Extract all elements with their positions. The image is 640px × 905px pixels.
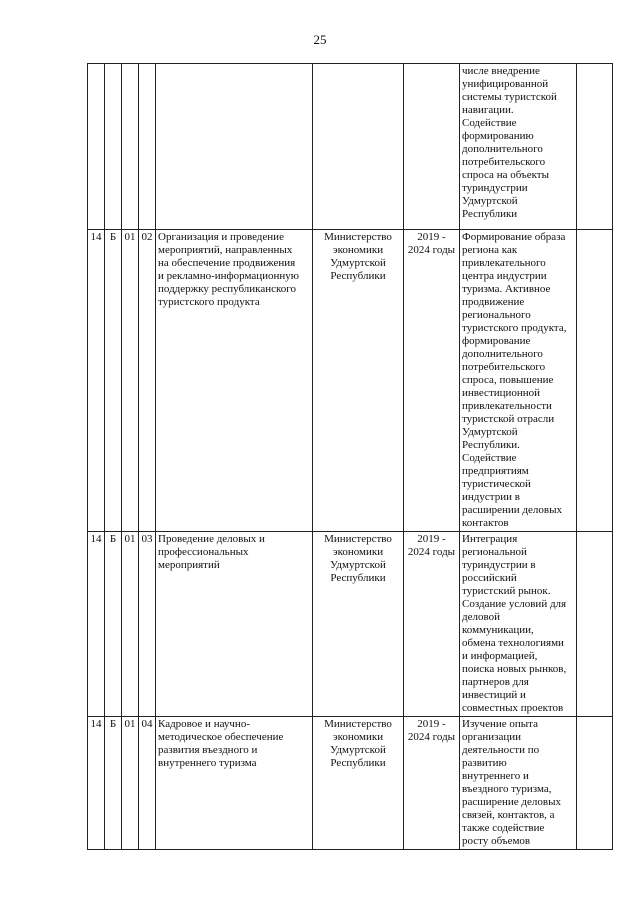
text-line: привлекательности [462,400,552,412]
text-line: региональной [462,546,527,558]
text-line: центра индустрии [462,270,547,282]
text-line: развития въездного и [158,744,258,756]
code-cell: 03 [139,532,156,717]
code-cell: 14 [88,717,105,850]
text-line: Министерство [324,533,392,545]
text-line: регионального [462,309,531,321]
text-line: числе внедрение [462,65,540,77]
table-row-continuation [88,64,613,230]
text-line: на обеспечение продвижения [158,257,296,269]
text-line: формированию [462,130,534,142]
code-cell: 14 [88,230,105,532]
text-line: туристского продукта, [462,322,567,334]
text-line: 2019 - [417,533,446,545]
text-line: региона как [462,244,518,256]
code-cell: 01 [122,717,139,850]
activity-title-cell [156,532,313,717]
text-line: Республики [330,572,386,584]
cell-empty [577,64,613,230]
text-line: навигации. [462,104,514,116]
text-line: туристской отрасли [462,413,555,425]
text-line: 2024 годы [407,546,456,558]
text-line: коммуникации, [462,624,534,636]
text-line: Создание условий для [462,598,567,610]
text-line: спроса на объекты [462,169,550,181]
text-line: инвестиций и [462,689,526,701]
activity-title-cell [156,230,313,532]
text-line: и рекламно-информационную [158,270,300,282]
text-line: туризма. Активное [462,283,551,295]
text-line: Кадровое и научно- [158,718,250,730]
text-line: также содействие [462,822,545,834]
text-line: Республики [330,270,386,282]
text-line: Удмуртской [330,257,386,269]
cell-empty [404,64,460,230]
table-row [88,532,613,717]
text-line: туриндустрии [462,182,528,194]
text-line: формирование [462,335,531,347]
result-cell [460,230,577,532]
text-line: внутреннего и [462,770,529,782]
text-line: росту объемов [462,835,531,847]
text-line: Организация и проведение [158,231,284,243]
text-line: продвижение [462,296,525,308]
text-line: совместных проектов [462,702,564,714]
text-line: Удмуртской [462,426,518,438]
text-line: Республики [330,757,386,769]
text-line: туристической [462,478,531,490]
text-line: туристского продукта [158,296,260,308]
text-line: 2019 - [417,231,446,243]
code-cell: 04 [139,717,156,850]
code-cell: Б [105,717,122,850]
activity-title-cell [156,717,313,850]
text-line: въездного туризма, [462,783,552,795]
text-line: 2024 годы [407,731,456,743]
text-line: мероприятий, направленных [158,244,293,256]
text-line: Министерство [324,231,392,243]
result-cell [460,64,577,230]
text-line: туриндустрии в [462,559,536,571]
activities-table [87,63,613,850]
text-line: привлекательного [462,257,546,269]
text-line: развитию [462,757,507,769]
code-cell: 01 [122,230,139,532]
text-line: Удмуртской [462,195,518,207]
table-row [88,717,613,850]
ministry-cell [313,717,404,850]
cell-empty [88,64,105,230]
text-line: Удмуртской [330,744,386,756]
text-line: Содействие [462,452,517,464]
text-line: 2024 годы [407,244,456,256]
text-line: мероприятий [158,559,220,571]
code-cell: 14 [88,532,105,717]
text-line: Проведение деловых и [158,533,265,545]
text-line: экономики [332,731,384,743]
text-line: потребительского [462,361,546,373]
result-cell [460,532,577,717]
text-line: методическое обеспечение [158,731,284,743]
text-line: и информацией, [462,650,538,662]
text-line: дополнительного [462,348,543,360]
result-cell [460,717,577,850]
text-line: Изучение опыта [462,718,538,730]
table-row [88,230,613,532]
code-cell: 02 [139,230,156,532]
text-line: Формирование образа [462,231,566,243]
cell-empty [577,717,613,850]
text-line: обмена технологиями [462,637,564,649]
text-line: деловой [462,611,500,623]
ministry-cell [313,230,404,532]
text-line: предприятиям [462,465,529,477]
text-line: Интеграция [462,533,518,545]
cell-empty [105,64,122,230]
text-line: дополнительного [462,143,543,155]
code-cell: Б [105,230,122,532]
text-line: профессиональных [158,546,249,558]
text-line: организации [462,731,522,743]
text-line: туристский рынок. [462,585,551,597]
text-line: 2019 - [417,718,446,730]
text-line: Республики. [462,439,520,451]
period-cell [404,230,460,532]
text-line: внутреннего туризма [158,757,257,769]
text-line: расширение деловых [462,796,561,808]
cell-empty [313,64,404,230]
text-line: поиска новых рынков, [462,663,567,675]
text-line: поддержку республиканского [158,283,297,295]
cell-empty [122,64,139,230]
text-line: экономики [332,244,384,256]
cell-empty [156,64,313,230]
text-line: российский [462,572,517,584]
cell-empty [577,230,613,532]
text-line: связей, контактов, а [462,809,555,821]
code-cell: Б [105,532,122,717]
period-cell [404,532,460,717]
period-cell [404,717,460,850]
text-line: экономики [332,546,384,558]
code-cell: 01 [122,532,139,717]
text-line: Республики [462,208,518,220]
text-line: деятельности по [462,744,540,756]
text-line: системы туристской [462,91,557,103]
cell-empty [139,64,156,230]
text-line: партнеров для [462,676,529,688]
text-line: спроса, повышение [462,374,554,386]
text-line: контактов [462,517,509,529]
text-line: Удмуртской [330,559,386,571]
text-line: унифицированной [462,78,549,90]
text-line: Содействие [462,117,517,129]
ministry-cell [313,532,404,717]
text-line: Министерство [324,718,392,730]
text-line: инвестиционной [462,387,541,399]
text-line: расширении деловых [462,504,562,516]
cell-empty [577,532,613,717]
page-number: 25 [313,32,327,47]
text-line: потребительского [462,156,546,168]
text-line: индустрии в [462,491,520,503]
